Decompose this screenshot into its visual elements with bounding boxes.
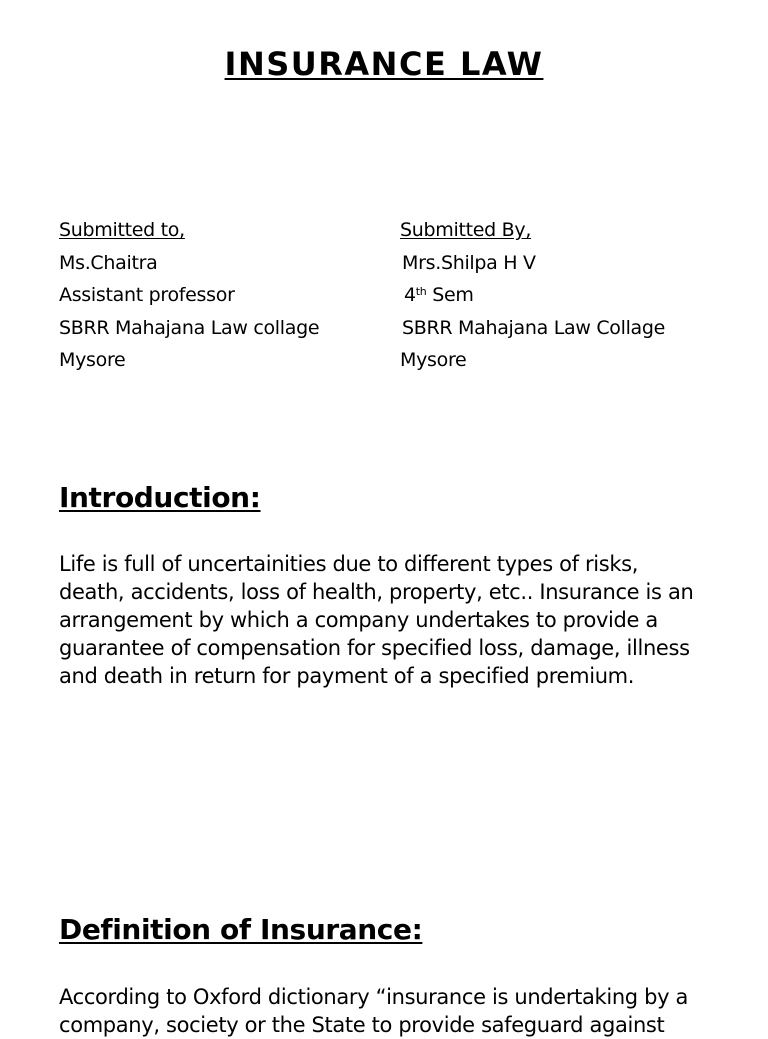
submitted-by-block [400,214,665,377]
submitted-to-block [59,214,319,377]
definition-heading: Definition of Insurance: [59,913,423,946]
paragraph-line: death, accidents, loss of health, property, etc.. Insurance is an [59,580,694,604]
submitted-to-name: Ms.Chaitra [59,251,158,274]
paragraph-line: guarantee of compensation for specified loss, damage, illness [59,636,690,660]
submitted-by-city: Mysore [400,349,467,371]
submitted-to-heading: Submitted to, [59,219,185,241]
semester-label: Sem [426,284,474,306]
paragraph-line: company, society or the State to provide safeguard against [59,1013,665,1037]
submitted-by-college: SBRR Mahajana Law Collage [402,316,666,339]
introduction-heading: Introduction: [59,481,261,514]
submitted-to-designation: Assistant professor [59,284,235,306]
paragraph-line: arrangement by which a company undertakes to provide a [59,608,658,632]
paragraph-line: Life is full of uncertainities due to different types of risks, [59,552,639,576]
paragraph-line: and death in return for payment of a specified premium. [59,664,635,688]
introduction-paragraph [59,550,719,690]
submitted-to-college: SBRR Mahajana Law collage [59,316,320,339]
definition-paragraph [59,983,719,1039]
submitted-by-heading: Submitted By, [400,219,532,241]
submitted-by-semester [400,279,665,312]
semester-number: 4 [404,284,416,306]
paragraph-line: According to Oxford dictionary “insurance is undertaking by a [59,985,688,1009]
submitted-to-city: Mysore [59,349,126,371]
semester-ordinal: th [415,285,427,298]
submitted-by-name: Mrs.Shilpa H V [402,251,536,274]
document-title: INSURANCE LAW [224,45,544,83]
